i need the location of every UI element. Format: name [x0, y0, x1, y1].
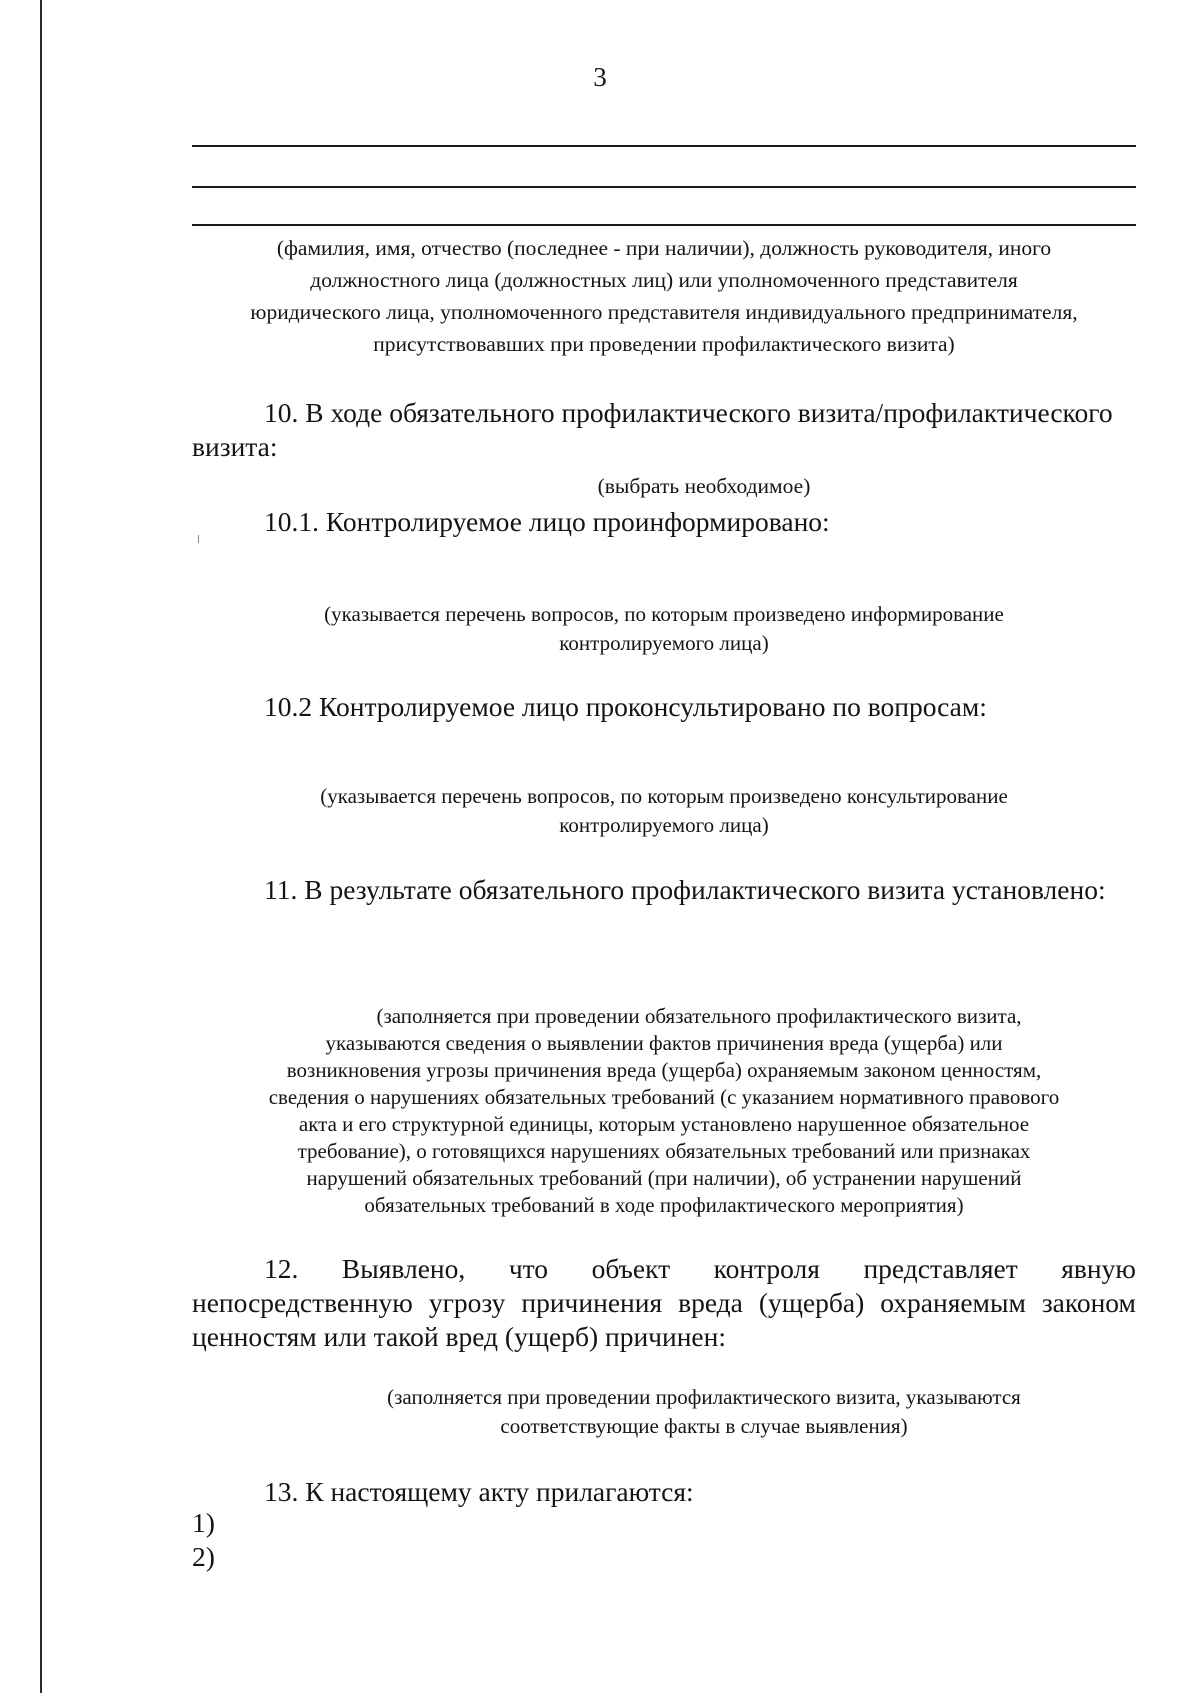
section-10-line-2: визита:: [192, 431, 278, 462]
caption-line: соответствующие факты в случае выявления): [500, 1414, 908, 1438]
caption-line: указываются сведения о выявлении фактов причинения вреда (ущерба) или: [325, 1031, 1003, 1055]
caption-line: контролируемого лица): [559, 631, 769, 655]
left-margin-rule: [40, 0, 42, 1693]
section-12-line-2: [192, 1286, 1136, 1320]
word: вреда: [678, 1287, 743, 1318]
blank-line-2: [192, 186, 1136, 188]
caption-inspection-results: [192, 1003, 1136, 1219]
word: явную: [1061, 1253, 1136, 1284]
caption-line: юридического лица, уполномоченного представителя индивидуального предпринимателя,: [250, 300, 1078, 324]
blank-line-1: [192, 145, 1136, 147]
caption-line: акта и его структурной единицы, которым установлено нарушенное обязательное: [298, 1112, 1030, 1136]
section-12-line-3: ценностям или такой вред (ущерб) причинен:: [192, 1321, 726, 1352]
section-10-1: 10.1. Контролируемое лицо проинформировано:: [264, 506, 830, 537]
attachment-item-2: 2): [192, 1541, 215, 1572]
caption-inform-topics: [192, 600, 1136, 658]
word: законом: [1041, 1287, 1136, 1318]
caption-line: должностного лица (должностных лиц) или уполномоченного представителя: [310, 268, 1018, 292]
section-13: 13. К настоящему акту прилагаются:: [264, 1476, 694, 1507]
caption-consult-topics: [192, 782, 1136, 840]
section-10-2: 10.2 Контролируемое лицо проконсультировано по вопросам:: [264, 691, 987, 722]
word: 12.: [264, 1253, 299, 1284]
stray-mark: [198, 535, 199, 543]
caption-line: возникновения угрозы причинения вреда (ущерба) охраняемым законом ценностям,: [286, 1058, 1042, 1082]
caption-threat-facts: [192, 1383, 1136, 1441]
blank-line-3: [192, 224, 1136, 226]
section-11: 11. В результате обязательного профилактического визита установлено:: [264, 874, 1106, 905]
caption-line: (указывается перечень вопросов, по которым произведено консультирование: [320, 784, 1008, 808]
word: угрозу: [428, 1287, 506, 1318]
caption-line: (заполняется при проведении обязательного профилактического визита,: [376, 1004, 1022, 1028]
caption-line: контролируемого лица): [559, 813, 769, 837]
section-12-line-1: [264, 1252, 1136, 1286]
word: охраняемым: [880, 1287, 1026, 1318]
section-10-line-1: 10. В ходе обязательного профилактического визита/профилактического: [264, 397, 1113, 428]
caption-line: (заполняется при проведении профилактического визита, указываются: [387, 1385, 1021, 1409]
attachment-item-1: 1): [192, 1507, 215, 1538]
word: контроля: [713, 1253, 820, 1284]
word: (ущерба): [758, 1287, 865, 1318]
word: Выявлено,: [341, 1253, 466, 1284]
word: объект: [591, 1253, 671, 1284]
caption-line: требование), о готовящихся нарушениях обязательных требований или признаках: [297, 1139, 1031, 1163]
caption-line: сведения о нарушениях обязательных требований (с указанием нормативного правового: [268, 1085, 1060, 1109]
caption-line: (указывается перечень вопросов, по которым произведено информирование: [324, 602, 1004, 626]
caption-line: (фамилия, имя, отчество (последнее - при наличии), должность руководителя, иного: [276, 236, 1052, 260]
word: причинения: [521, 1287, 663, 1318]
caption-line: обязательных требований в ходе профилактического мероприятия): [364, 1193, 964, 1217]
caption-persons-present: [192, 232, 1136, 360]
word: представляет: [863, 1253, 1018, 1284]
page-number: 3: [593, 62, 607, 92]
caption-line: присутствовавших при проведении профилактического визита): [373, 332, 955, 356]
word: что: [508, 1253, 549, 1284]
note-choose-necessary: (выбрать необходимое): [597, 474, 811, 498]
word: непосредственную: [192, 1287, 413, 1318]
caption-line: нарушений обязательных требований (при наличии), об устранении нарушений: [306, 1166, 1022, 1190]
